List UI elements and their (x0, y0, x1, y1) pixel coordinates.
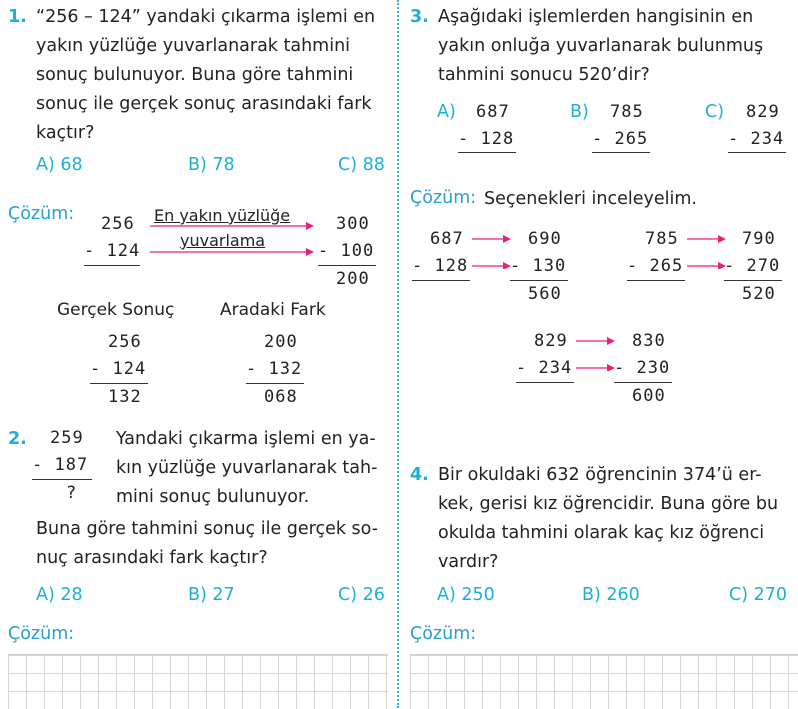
arrow-label: yuvarlama (180, 231, 266, 250)
solution-text: Seçenekleri inceleyelim. (484, 189, 697, 209)
question-text-line: yakın onluğa yuvarlanarak bulunmuş (438, 36, 764, 56)
underline (614, 382, 672, 383)
underline (246, 383, 304, 384)
s2-rounded-bottom: - 270 (724, 256, 781, 276)
question-text-line: vardır? (438, 552, 499, 572)
option-bottom: - 234 (728, 129, 785, 149)
option-label: A) (437, 102, 456, 122)
s3-rounded-top: 830 (632, 331, 666, 351)
s1-rounded-bottom: - 130 (510, 256, 567, 276)
option-c[interactable]: C) 270 (729, 585, 788, 605)
question-text-line: kın yüzlüğe yuvarlanarak tah- (116, 458, 378, 478)
calc-bottom: - 187 (32, 455, 89, 475)
underline (318, 265, 376, 266)
option-label: C) (705, 102, 725, 122)
option-c[interactable]: C) 88 (338, 155, 385, 175)
s2-bottom: - 265 (627, 256, 684, 276)
s3-result: 600 (632, 386, 666, 406)
underline (627, 280, 685, 281)
question-text-line: mini sonuç bulunuyor. (116, 487, 310, 507)
arrow-label: En yakın yüzlüğe (154, 206, 291, 225)
question-number: 1. (8, 7, 27, 27)
question-text-line: Aşağıdaki işlemlerden hangisinin en (438, 7, 754, 27)
question-text-line: nuç arasındaki fark kaçtır? (36, 548, 268, 568)
underline (90, 383, 148, 384)
calc-bottom: - 124 (84, 241, 141, 261)
s2-top: 785 (645, 229, 679, 249)
underline (32, 479, 92, 480)
underline (412, 280, 470, 281)
underline (84, 265, 140, 266)
question-number: 3. (410, 7, 429, 27)
option-a[interactable]: A) 68 (36, 155, 83, 175)
question-text-line: sonuç bulunuyor. Buna göre tahmini (36, 65, 354, 85)
s2-rounded-top: 790 (742, 229, 776, 249)
question-text-line: okulda tahmini olarak kaç kız öğrenci (438, 523, 765, 543)
option-bottom: - 128 (458, 129, 515, 149)
option-top: 687 (476, 102, 510, 122)
underline (510, 280, 568, 281)
question-number: 4. (410, 465, 429, 485)
question-text-line: Buna göre tahmini sonuç ile gerçek so- (36, 519, 379, 539)
diff-bottom: - 132 (246, 359, 303, 379)
question-number: 2. (8, 429, 27, 449)
option-top: 785 (610, 102, 644, 122)
question-text-line: Bir okuldaki 632 öğrencinin 374’ü er- (438, 465, 762, 485)
real-top: 256 (108, 332, 142, 352)
option-a[interactable]: A) 250 (437, 585, 495, 605)
calc-result: ? (66, 483, 78, 503)
option-c[interactable]: C) 26 (338, 585, 385, 605)
underline (592, 152, 650, 153)
diff-top: 200 (264, 332, 298, 352)
s1-result: 560 (528, 284, 562, 304)
question-text-line: “256 – 124” yandaki çıkarma işlemi en (36, 7, 376, 27)
calc-top: 259 (50, 428, 84, 448)
calc-top: 256 (101, 214, 135, 234)
s1-top: 687 (430, 229, 464, 249)
option-b[interactable]: B) 78 (188, 155, 235, 175)
underline (724, 280, 782, 281)
solution-grid[interactable] (410, 654, 798, 709)
s1-rounded-top: 690 (528, 229, 562, 249)
real-result: 132 (108, 387, 142, 407)
solution-grid[interactable] (8, 654, 388, 709)
question-text-line: sonuç ile gerçek sonuç arasındaki fark (36, 94, 372, 114)
s2-result: 520 (742, 284, 776, 304)
column-divider (397, 0, 399, 708)
arrow-icon (146, 220, 316, 260)
option-bottom: - 265 (592, 129, 649, 149)
underline (516, 382, 574, 383)
difference-title: Aradaki Fark (220, 300, 326, 320)
question-text-line: yakın yüzlüğe yuvarlanarak tahmini (36, 36, 351, 56)
arrow-icon (685, 231, 727, 269)
option-b[interactable]: B) 27 (188, 585, 235, 605)
s3-top: 829 (534, 331, 568, 351)
question-text-line: tahmini sonucu 520’dir? (438, 65, 650, 85)
option-top: 829 (746, 102, 780, 122)
rounded-bottom: - 100 (318, 241, 375, 261)
underline (458, 152, 516, 153)
option-label: B) (570, 102, 589, 122)
arrow-icon (574, 333, 616, 371)
option-a[interactable]: A) 28 (36, 585, 83, 605)
diff-result: 068 (264, 387, 298, 407)
real-bottom: - 124 (90, 359, 147, 379)
solution-label: Çözüm: (410, 624, 477, 644)
rounded-top: 300 (336, 214, 370, 234)
real-result-title: Gerçek Sonuç (57, 300, 175, 320)
underline (728, 152, 786, 153)
solution-label: Çözüm: (8, 204, 75, 224)
question-text-line: kek, gerisi kız öğrencidir. Buna göre bu (438, 494, 779, 514)
solution-label: Çözüm: (8, 624, 75, 644)
question-text-line: Yandaki çıkarma işlemi en ya- (116, 429, 376, 449)
arrow-icon (470, 231, 512, 269)
rounded-result: 200 (336, 269, 370, 289)
option-b[interactable]: B) 260 (582, 585, 640, 605)
question-text-line: kaçtır? (36, 123, 95, 143)
s3-bottom: - 234 (516, 358, 573, 378)
solution-label: Çözüm: (410, 188, 477, 208)
s3-rounded-bottom: - 230 (614, 358, 671, 378)
s1-bottom: - 128 (412, 256, 469, 276)
